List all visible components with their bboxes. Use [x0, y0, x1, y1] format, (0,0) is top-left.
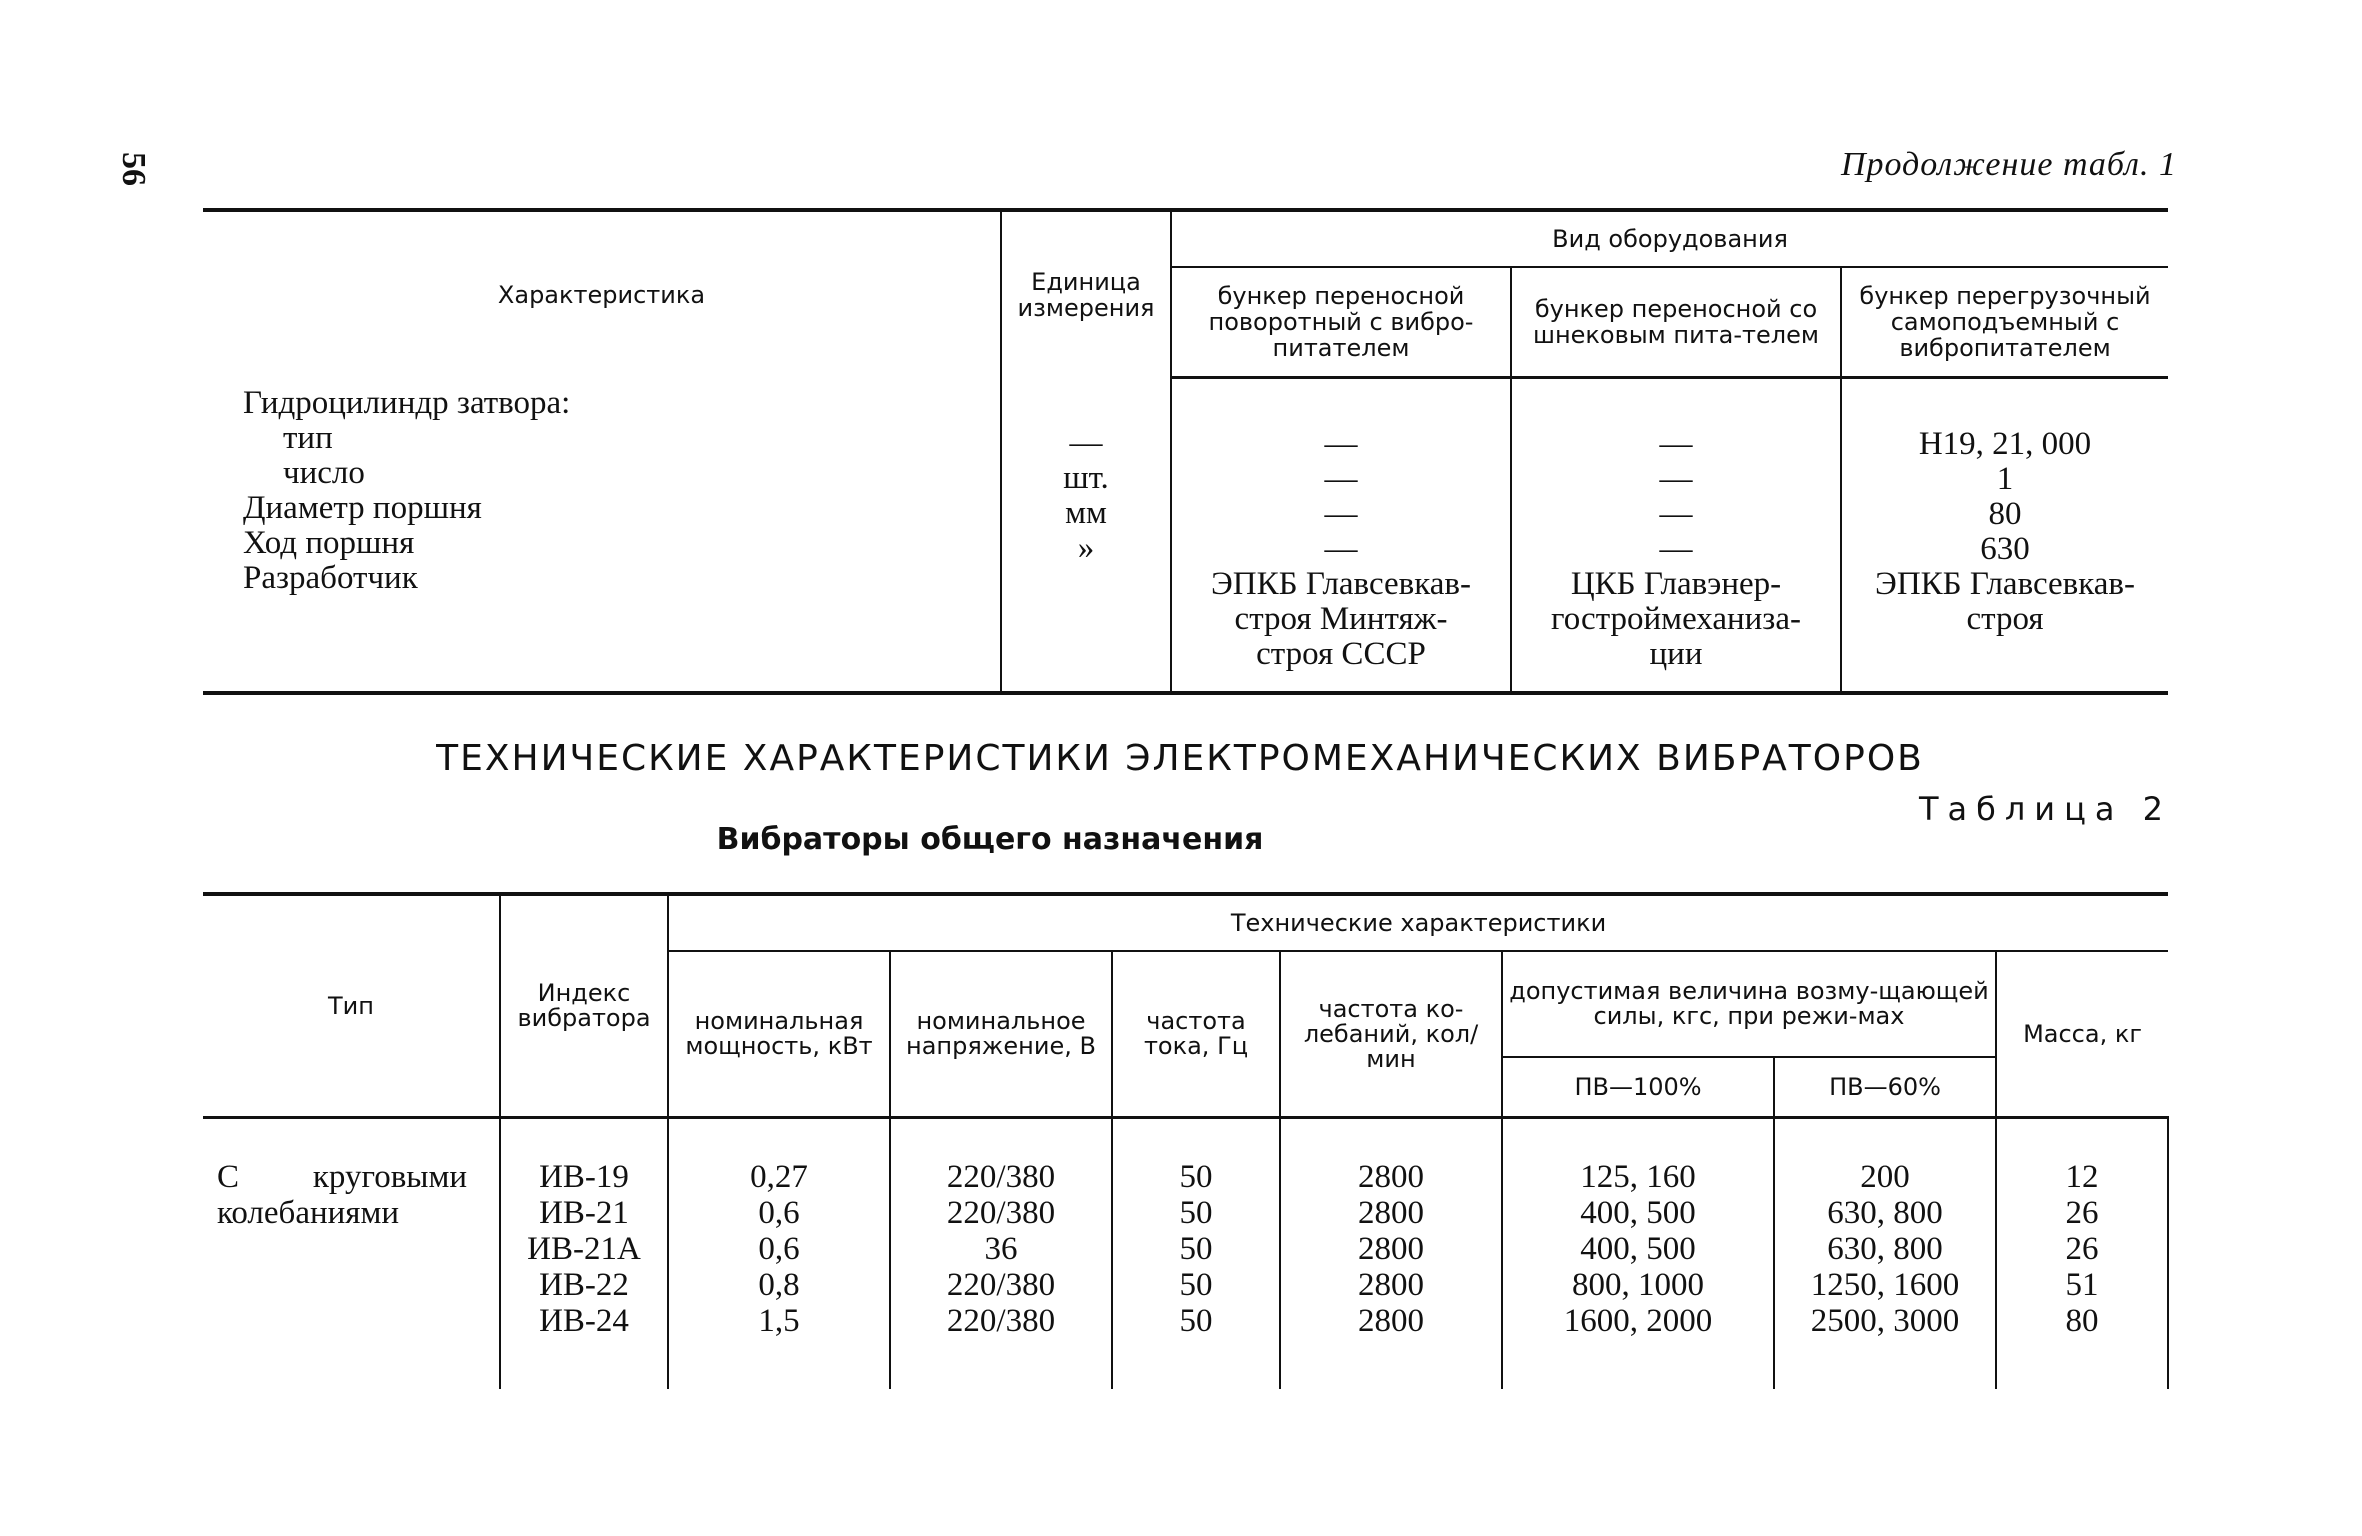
force-60-column [1774, 1118, 1996, 1390]
type-word-1: С [217, 1159, 240, 1195]
force-100-value: 1600, 2000 [1563, 1303, 1713, 1339]
table-2-label: Таблица 2 [1918, 790, 2172, 828]
row-label-group: Гидроцилиндр затвора: [243, 384, 571, 421]
force-100-column [1502, 1118, 1774, 1390]
header-col-c: бункер перегрузочный самоподъемный с вибропитателем [1841, 267, 2168, 378]
section-title: ТЕХНИЧЕСКИЕ ХАРАКТЕРИСТИКИ ЭЛЕКТРОМЕХАНИЧЕСКИХ ВИБРАТОРОВ [436, 738, 1924, 779]
col-a-type: — [1324, 426, 1358, 462]
force-100-value: 125, 160 [1580, 1159, 1696, 1195]
power-value: 0,6 [758, 1195, 800, 1231]
col-c-stroke: 630 [1980, 531, 2030, 567]
header-index: Индекс вибратора [500, 894, 668, 1118]
oscillation-value: 2800 [1358, 1231, 1424, 1267]
power-value: 0,8 [758, 1267, 800, 1303]
header-type: Тип [328, 991, 374, 1020]
col-a-stroke: — [1324, 531, 1358, 567]
col-c-diameter: 80 [1988, 496, 2022, 532]
header-col-a: бункер переносной поворотный с вибро-питателем [1171, 267, 1511, 378]
row-label-diameter: Диаметр поршня [243, 489, 482, 526]
col-b-type: — [1659, 426, 1693, 462]
power-value: 0,27 [750, 1159, 808, 1195]
mass-column [1996, 1118, 2168, 1390]
header-characteristic: Характеристика [497, 280, 706, 309]
col-a-count: — [1324, 461, 1358, 497]
col-b-values [1511, 378, 1841, 694]
header-mode-100: ПВ—100% [1502, 1057, 1774, 1118]
bunker-characteristics-table [203, 208, 2168, 695]
voltage-value: 36 [984, 1231, 1018, 1267]
col-a-diameter: — [1324, 496, 1358, 532]
oscillation-value: 2800 [1358, 1267, 1424, 1303]
oscillation-value: 2800 [1358, 1159, 1424, 1195]
type-cell [203, 1118, 500, 1390]
col-b-developer-2: гостроймеханиза- [1551, 601, 1801, 637]
mass-value: 26 [2065, 1231, 2099, 1267]
force-60-value: 1250, 1600 [1810, 1267, 1960, 1303]
col-b-stroke: — [1659, 531, 1693, 567]
header-oscillation: частота ко-лебаний, кол/мин [1280, 951, 1502, 1118]
table-2-subtitle: Вибраторы общего назначения [716, 822, 1264, 857]
continuation-caption: Продолжение табл. 1 [1840, 146, 2177, 183]
unit-list [1001, 378, 1171, 694]
frequency-column [1112, 1118, 1280, 1390]
header-frequency: частота тока, Гц [1112, 951, 1280, 1118]
power-value: 1,5 [758, 1303, 800, 1339]
header-unit: Единица измерения [1001, 210, 1171, 378]
mass-value: 80 [2065, 1303, 2099, 1339]
oscillation-value: 2800 [1358, 1303, 1424, 1339]
index-column [500, 1118, 668, 1390]
oscillation-value: 2800 [1358, 1195, 1424, 1231]
unit-type: — [1069, 424, 1103, 461]
index-value: ИВ-22 [539, 1267, 629, 1303]
force-60-value: 630, 800 [1827, 1195, 1943, 1231]
page-number: 56 [115, 152, 152, 186]
force-100-value: 800, 1000 [1572, 1267, 1704, 1303]
force-60-value: 630, 800 [1827, 1231, 1943, 1267]
col-b-count: — [1659, 461, 1693, 497]
voltage-value: 220/380 [946, 1159, 1056, 1195]
header-mass: Масса, кг [1996, 951, 2168, 1118]
col-c-type: Н19, 21, 000 [1918, 426, 2092, 462]
force-100-value: 400, 500 [1580, 1231, 1696, 1267]
vibrator-specs-table [203, 892, 2169, 1389]
col-b-diameter: — [1659, 496, 1693, 532]
unit-diameter: мм [1065, 494, 1107, 531]
mass-value: 26 [2065, 1195, 2099, 1231]
mass-value: 51 [2065, 1267, 2099, 1303]
index-value: ИВ-24 [539, 1303, 629, 1339]
header-col-b: бункер переносной со шнековым пита-телем [1511, 267, 1841, 378]
row-label-developer: Разработчик [243, 559, 418, 596]
frequency-value: 50 [1179, 1231, 1213, 1267]
force-100-value: 400, 500 [1580, 1195, 1696, 1231]
oscillation-column [1280, 1118, 1502, 1390]
col-a-values [1171, 378, 1511, 694]
header-tech-group: Технические характеристики [668, 894, 2168, 951]
type-word-3: колебаниями [217, 1195, 400, 1231]
col-c-values [1841, 378, 2168, 694]
voltage-column [890, 1118, 1112, 1390]
index-value: ИВ-21А [527, 1231, 641, 1267]
row-label-type: тип [283, 419, 333, 456]
index-value: ИВ-19 [539, 1159, 629, 1195]
frequency-value: 50 [1179, 1303, 1213, 1339]
col-a-developer-3: строя СССР [1256, 636, 1426, 672]
frequency-value: 50 [1179, 1267, 1213, 1303]
col-b-developer-1: ЦКБ Главэнер- [1570, 566, 1782, 602]
col-b-developer-3: ции [1649, 636, 1703, 672]
unit-stroke: » [1077, 529, 1095, 566]
col-c-count: 1 [1996, 461, 2014, 497]
power-value: 0,6 [758, 1231, 800, 1267]
frequency-value: 50 [1179, 1195, 1213, 1231]
voltage-value: 220/380 [946, 1195, 1056, 1231]
force-60-value: 2500, 3000 [1810, 1303, 1960, 1339]
col-c-developer-1: ЭПКБ Главсевкав- [1875, 566, 2135, 602]
row-label-stroke: Ход поршня [243, 524, 415, 561]
unit-count: шт. [1063, 459, 1109, 496]
characteristic-list [203, 378, 1001, 694]
row-label-count: число [283, 454, 365, 491]
voltage-value: 220/380 [946, 1303, 1056, 1339]
col-c-developer-2: строя [1966, 601, 2044, 637]
header-power: номинальная мощность, кВт [668, 951, 890, 1118]
header-voltage: номинальное напряжение, В [890, 951, 1112, 1118]
voltage-value: 220/380 [946, 1267, 1056, 1303]
force-60-value: 200 [1860, 1159, 1910, 1195]
power-column [668, 1118, 890, 1390]
index-value: ИВ-21 [539, 1195, 629, 1231]
type-word-2: круговыми [312, 1159, 467, 1195]
header-force-group: допустимая величина возму-щающей силы, кгс, при режи-мах [1502, 951, 1996, 1057]
col-a-developer-2: строя Минтяж- [1234, 601, 1448, 637]
col-a-developer-1: ЭПКБ Главсевкав- [1211, 566, 1471, 602]
header-equipment-group: Вид оборудования [1171, 210, 2168, 267]
mass-value: 12 [2065, 1159, 2099, 1195]
frequency-value: 50 [1179, 1159, 1213, 1195]
header-mode-60: ПВ—60% [1774, 1057, 1996, 1118]
